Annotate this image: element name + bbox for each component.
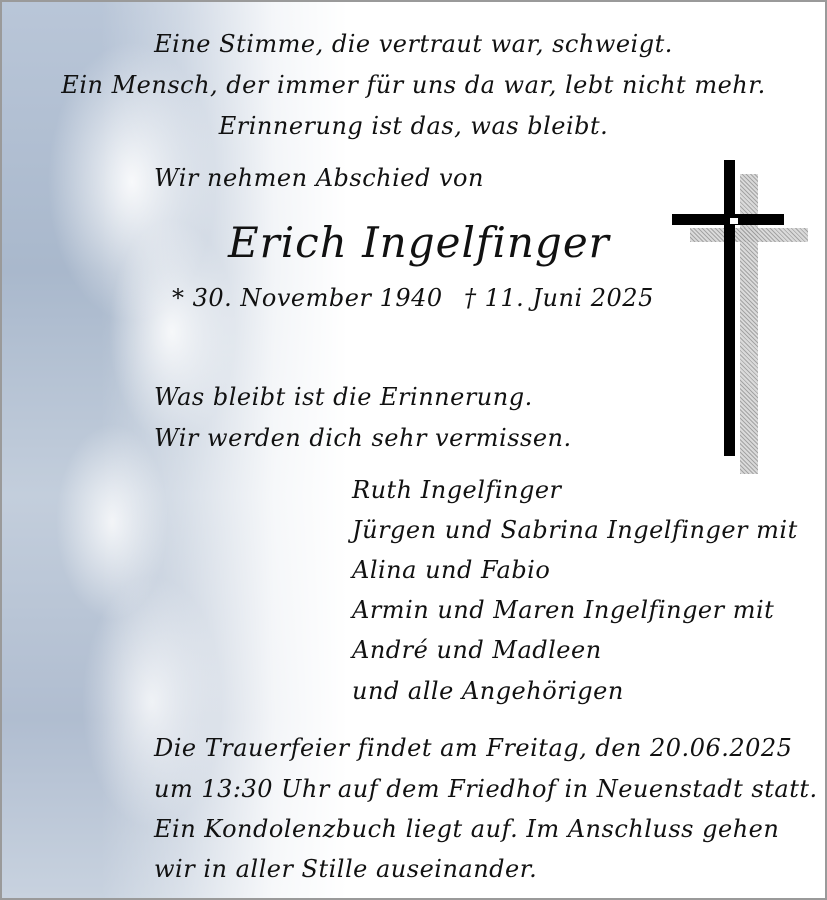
mourner-line: Ruth Ingelfinger: [352, 476, 562, 504]
cross-icon: [670, 160, 810, 480]
cross-bar-horizontal: [672, 214, 784, 225]
birth-date: * 30. November 1940: [172, 284, 443, 312]
mourner-line: Jürgen und Sabrina Ingelfinger mit: [352, 516, 798, 544]
mourner-line: Armin und Maren Ingelfinger mit: [352, 596, 775, 624]
ceremony-line-1: Die Trauerfeier findet am Freitag, den 20.06.2025: [154, 734, 793, 762]
remembrance-line-2: Wir werden dich sehr vermissen.: [154, 424, 572, 452]
ceremony-line-4: wir in aller Stille auseinander.: [154, 855, 538, 883]
intro-line-3: Erinnerung ist das, was bleibt.: [218, 112, 609, 140]
cross-shadow-horizontal: [690, 228, 808, 242]
death-date: † 11. Juni 2025: [464, 284, 654, 312]
farewell-intro: Wir nehmen Abschied von: [154, 164, 484, 192]
intro-line-1: Eine Stimme, die vertraut war, schweigt.: [154, 30, 673, 58]
deceased-name: Erich Ingelfinger: [228, 218, 610, 267]
intro-line-2: Ein Mensch, der immer für uns da war, lebt nicht mehr.: [61, 71, 766, 99]
cross-bar-vertical: [724, 160, 735, 456]
remembrance-line-1: Was bleibt ist die Erinnerung.: [154, 383, 533, 411]
mourner-line: Alina und Fabio: [352, 556, 551, 584]
mourner-line: und alle Angehörigen: [352, 677, 624, 705]
ceremony-line-2: um 13:30 Uhr auf dem Friedhof in Neuenstadt statt.: [154, 775, 818, 803]
mourner-line: André und Madleen: [352, 636, 602, 664]
cross-intersection: [730, 218, 738, 224]
ceremony-line-3: Ein Kondolenzbuch liegt auf. Im Anschluss gehen: [154, 815, 780, 843]
